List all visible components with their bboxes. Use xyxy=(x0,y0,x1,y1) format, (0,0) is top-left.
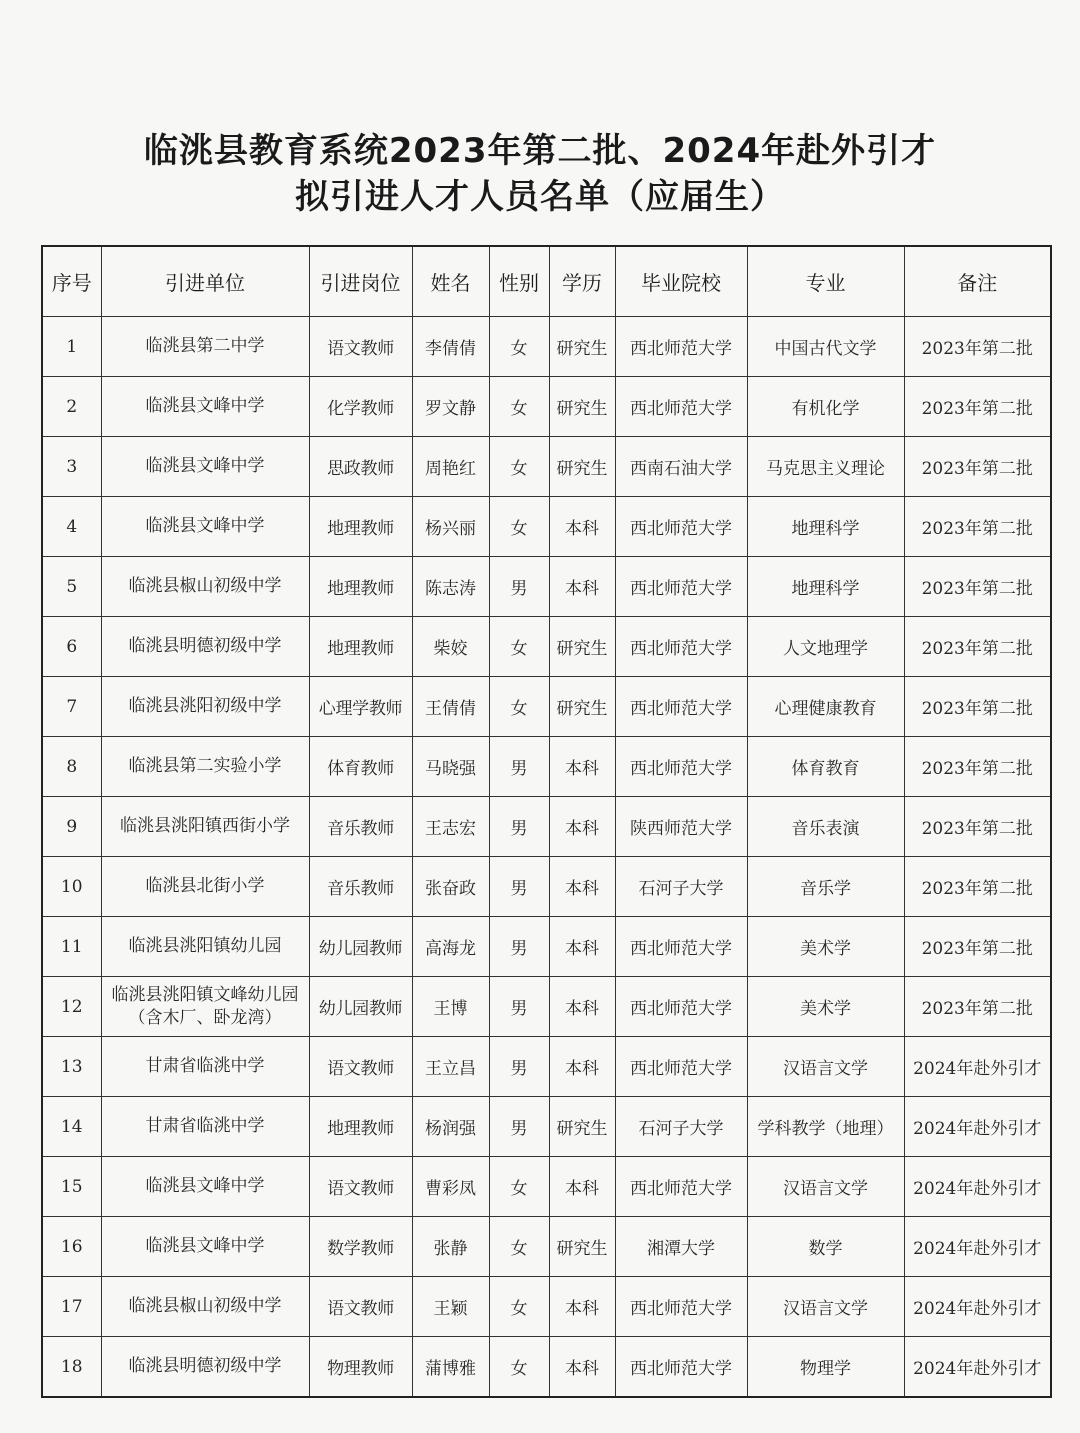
name-cell: 罗文静 xyxy=(412,377,489,437)
degree-cell: 本科 xyxy=(549,977,615,1037)
table-row xyxy=(42,377,1051,437)
unit-cell xyxy=(101,1157,309,1217)
note-cell: 2023年第二批 xyxy=(904,377,1051,437)
gender-cell: 女 xyxy=(489,1157,549,1217)
gender-cell: 男 xyxy=(489,917,549,977)
no-cell: 3 xyxy=(42,437,101,497)
header-cell-unit: 引进单位 xyxy=(101,246,309,317)
unit-line-1: 临洮县洮阳镇幼儿园 xyxy=(128,936,282,956)
gender-cell: 女 xyxy=(489,617,549,677)
talent-roster-table xyxy=(41,245,1052,1398)
unit-line-1: 临洮县明德初级中学 xyxy=(128,1356,282,1376)
unit-cell xyxy=(101,917,309,977)
degree-cell: 本科 xyxy=(549,1277,615,1337)
major-cell: 心理健康教育 xyxy=(747,677,904,737)
major-cell: 中国古代文学 xyxy=(747,317,904,377)
header-cell-school: 毕业院校 xyxy=(615,246,747,317)
table-row xyxy=(42,317,1051,377)
degree-cell: 研究生 xyxy=(549,617,615,677)
no-cell: 17 xyxy=(42,1277,101,1337)
position-cell: 化学教师 xyxy=(309,377,412,437)
table-row xyxy=(42,917,1051,977)
name-cell: 周艳红 xyxy=(412,437,489,497)
unit-line-1: 临洮县椒山初级中学 xyxy=(128,1296,282,1316)
position-cell: 地理教师 xyxy=(309,617,412,677)
gender-cell: 女 xyxy=(489,1277,549,1337)
degree-cell: 研究生 xyxy=(549,1097,615,1157)
note-cell: 2023年第二批 xyxy=(904,437,1051,497)
school-cell: 湘潭大学 xyxy=(615,1217,747,1277)
unit-cell xyxy=(101,1337,309,1398)
note-cell: 2023年第二批 xyxy=(904,617,1051,677)
unit-line-1: 临洮县洮阳镇文峰幼儿园 xyxy=(111,984,299,1005)
major-cell: 学科教学（地理） xyxy=(747,1097,904,1157)
no-cell: 6 xyxy=(42,617,101,677)
name-cell: 王颖 xyxy=(412,1277,489,1337)
header-cell-major: 专业 xyxy=(747,246,904,317)
position-cell: 地理教师 xyxy=(309,557,412,617)
note-cell: 2024年赴外引才 xyxy=(904,1157,1051,1217)
unit-line-1: 临洮县文峰中学 xyxy=(145,456,265,476)
unit-line-1: 临洮县明德初级中学 xyxy=(128,636,282,656)
unit-line-1: 临洮县北街小学 xyxy=(145,876,265,896)
name-cell: 王博 xyxy=(412,977,489,1037)
name-cell: 杨兴丽 xyxy=(412,497,489,557)
header-cell-name: 姓名 xyxy=(412,246,489,317)
note-cell: 2023年第二批 xyxy=(904,317,1051,377)
table-row xyxy=(42,1097,1051,1157)
gender-cell: 女 xyxy=(489,677,549,737)
position-cell: 语文教师 xyxy=(309,317,412,377)
table-row xyxy=(42,737,1051,797)
position-cell: 数学教师 xyxy=(309,1217,412,1277)
school-cell: 西南石油大学 xyxy=(615,437,747,497)
unit-line-1: 临洮县第二实验小学 xyxy=(128,756,282,776)
unit-cell xyxy=(101,377,309,437)
unit-cell xyxy=(101,557,309,617)
unit-cell xyxy=(101,797,309,857)
no-cell: 9 xyxy=(42,797,101,857)
name-cell: 张静 xyxy=(412,1217,489,1277)
no-cell: 18 xyxy=(42,1337,101,1398)
unit-line-1: 甘肃省临洮中学 xyxy=(145,1056,265,1076)
major-cell: 汉语言文学 xyxy=(747,1037,904,1097)
school-cell: 西北师范大学 xyxy=(615,617,747,677)
note-cell: 2023年第二批 xyxy=(904,917,1051,977)
degree-cell: 本科 xyxy=(549,1337,615,1398)
unit-line-1: 甘肃省临洮中学 xyxy=(145,1116,265,1136)
unit-cell xyxy=(101,1037,309,1097)
table-row xyxy=(42,1337,1051,1398)
unit-cell xyxy=(101,1097,309,1157)
note-cell: 2023年第二批 xyxy=(904,677,1051,737)
table-row xyxy=(42,1277,1051,1337)
name-cell: 王志宏 xyxy=(412,797,489,857)
position-cell: 音乐教师 xyxy=(309,857,412,917)
major-cell: 音乐表演 xyxy=(747,797,904,857)
unit-cell xyxy=(101,617,309,677)
unit-line-1: 临洮县洮阳镇西街小学 xyxy=(120,816,290,836)
degree-cell: 本科 xyxy=(549,1037,615,1097)
note-cell: 2024年赴外引才 xyxy=(904,1037,1051,1097)
gender-cell: 女 xyxy=(489,317,549,377)
unit-cell xyxy=(101,1277,309,1337)
note-cell: 2024年赴外引才 xyxy=(904,1217,1051,1277)
school-cell: 陕西师范大学 xyxy=(615,797,747,857)
table-row xyxy=(42,977,1051,1037)
gender-cell: 女 xyxy=(489,1337,549,1398)
no-cell: 1 xyxy=(42,317,101,377)
unit-cell xyxy=(101,857,309,917)
degree-cell: 本科 xyxy=(549,737,615,797)
school-cell: 西北师范大学 xyxy=(615,737,747,797)
table-row xyxy=(42,617,1051,677)
table-row xyxy=(42,857,1051,917)
table-header-row xyxy=(42,246,1051,317)
school-cell: 西北师范大学 xyxy=(615,557,747,617)
no-cell: 16 xyxy=(42,1217,101,1277)
school-cell: 西北师范大学 xyxy=(615,1037,747,1097)
position-cell: 体育教师 xyxy=(309,737,412,797)
major-cell: 汉语言文学 xyxy=(747,1157,904,1217)
note-cell: 2023年第二批 xyxy=(904,557,1051,617)
degree-cell: 本科 xyxy=(549,917,615,977)
header-cell-no: 序号 xyxy=(42,246,101,317)
note-cell: 2023年第二批 xyxy=(904,497,1051,557)
position-cell: 地理教师 xyxy=(309,497,412,557)
school-cell: 西北师范大学 xyxy=(615,917,747,977)
gender-cell: 男 xyxy=(489,977,549,1037)
table-row xyxy=(42,497,1051,557)
degree-cell: 研究生 xyxy=(549,1217,615,1277)
name-cell: 陈志涛 xyxy=(412,557,489,617)
unit-cell xyxy=(101,317,309,377)
gender-cell: 女 xyxy=(489,1217,549,1277)
major-cell: 地理科学 xyxy=(747,497,904,557)
position-cell: 幼儿园教师 xyxy=(309,917,412,977)
unit-line-1: 临洮县椒山初级中学 xyxy=(128,576,282,596)
major-cell: 音乐学 xyxy=(747,857,904,917)
table-row xyxy=(42,677,1051,737)
position-cell: 地理教师 xyxy=(309,1097,412,1157)
degree-cell: 本科 xyxy=(549,497,615,557)
name-cell: 李倩倩 xyxy=(412,317,489,377)
position-cell: 语文教师 xyxy=(309,1037,412,1097)
school-cell: 西北师范大学 xyxy=(615,1277,747,1337)
position-cell: 语文教师 xyxy=(309,1277,412,1337)
no-cell: 13 xyxy=(42,1037,101,1097)
degree-cell: 本科 xyxy=(549,557,615,617)
school-cell: 西北师范大学 xyxy=(615,317,747,377)
major-cell: 物理学 xyxy=(747,1337,904,1398)
unit-cell xyxy=(101,1217,309,1277)
unit-cell xyxy=(101,677,309,737)
table-row xyxy=(42,437,1051,497)
note-cell: 2023年第二批 xyxy=(904,737,1051,797)
gender-cell: 女 xyxy=(489,437,549,497)
name-cell: 王立昌 xyxy=(412,1037,489,1097)
gender-cell: 女 xyxy=(489,377,549,437)
no-cell: 12 xyxy=(42,977,101,1037)
table-row xyxy=(42,1157,1051,1217)
no-cell: 5 xyxy=(42,557,101,617)
title-line-2: 拟引进人才人员名单（应届生） xyxy=(295,177,785,217)
major-cell: 马克思主义理论 xyxy=(747,437,904,497)
gender-cell: 男 xyxy=(489,797,549,857)
table-row xyxy=(42,1037,1051,1097)
no-cell: 15 xyxy=(42,1157,101,1217)
note-cell: 2024年赴外引才 xyxy=(904,1277,1051,1337)
gender-cell: 男 xyxy=(489,1097,549,1157)
school-cell: 西北师范大学 xyxy=(615,377,747,437)
major-cell: 有机化学 xyxy=(747,377,904,437)
gender-cell: 男 xyxy=(489,737,549,797)
major-cell: 数学 xyxy=(747,1217,904,1277)
no-cell: 7 xyxy=(42,677,101,737)
degree-cell: 本科 xyxy=(549,1157,615,1217)
document-title xyxy=(0,128,1080,220)
gender-cell: 男 xyxy=(489,1037,549,1097)
school-cell: 西北师范大学 xyxy=(615,1337,747,1398)
major-cell: 人文地理学 xyxy=(747,617,904,677)
name-cell: 王倩倩 xyxy=(412,677,489,737)
unit-line-1: 临洮县文峰中学 xyxy=(145,1176,265,1196)
gender-cell: 女 xyxy=(489,497,549,557)
no-cell: 14 xyxy=(42,1097,101,1157)
no-cell: 2 xyxy=(42,377,101,437)
name-cell: 高海龙 xyxy=(412,917,489,977)
major-cell: 美术学 xyxy=(747,977,904,1037)
unit-line-1: 临洮县文峰中学 xyxy=(145,1236,265,1256)
unit-cell xyxy=(101,437,309,497)
no-cell: 10 xyxy=(42,857,101,917)
header-cell-degree: 学历 xyxy=(549,246,615,317)
table-body xyxy=(42,317,1051,1398)
position-cell: 思政教师 xyxy=(309,437,412,497)
position-cell: 语文教师 xyxy=(309,1157,412,1217)
name-cell: 柴姣 xyxy=(412,617,489,677)
major-cell: 美术学 xyxy=(747,917,904,977)
degree-cell: 研究生 xyxy=(549,377,615,437)
unit-line-2: （含木厂、卧龙湾） xyxy=(128,1007,282,1028)
name-cell: 杨润强 xyxy=(412,1097,489,1157)
table-row xyxy=(42,1217,1051,1277)
unit-line-1: 临洮县第二中学 xyxy=(145,336,265,356)
name-cell: 张奋政 xyxy=(412,857,489,917)
unit-cell xyxy=(101,497,309,557)
note-cell: 2023年第二批 xyxy=(904,977,1051,1037)
unit-line-1: 临洮县文峰中学 xyxy=(145,396,265,416)
note-cell: 2024年赴外引才 xyxy=(904,1097,1051,1157)
school-cell: 西北师范大学 xyxy=(615,677,747,737)
header-cell-note: 备注 xyxy=(904,246,1051,317)
no-cell: 11 xyxy=(42,917,101,977)
degree-cell: 本科 xyxy=(549,797,615,857)
major-cell: 地理科学 xyxy=(747,557,904,617)
table-row xyxy=(42,797,1051,857)
unit-cell xyxy=(101,977,309,1037)
header-cell-position: 引进岗位 xyxy=(309,246,412,317)
position-cell: 物理教师 xyxy=(309,1337,412,1398)
no-cell: 4 xyxy=(42,497,101,557)
school-cell: 石河子大学 xyxy=(615,857,747,917)
unit-line-1: 临洮县文峰中学 xyxy=(145,516,265,536)
note-cell: 2023年第二批 xyxy=(904,797,1051,857)
name-cell: 曹彩凤 xyxy=(412,1157,489,1217)
position-cell: 音乐教师 xyxy=(309,797,412,857)
name-cell: 蒲博雅 xyxy=(412,1337,489,1398)
no-cell: 8 xyxy=(42,737,101,797)
name-cell: 马晓强 xyxy=(412,737,489,797)
major-cell: 汉语言文学 xyxy=(747,1277,904,1337)
degree-cell: 研究生 xyxy=(549,677,615,737)
unit-cell xyxy=(101,737,309,797)
school-cell: 西北师范大学 xyxy=(615,497,747,557)
note-cell: 2023年第二批 xyxy=(904,857,1051,917)
degree-cell: 本科 xyxy=(549,857,615,917)
header-cell-gender: 性别 xyxy=(489,246,549,317)
school-cell: 石河子大学 xyxy=(615,1097,747,1157)
degree-cell: 研究生 xyxy=(549,437,615,497)
title-line-1: 临洮县教育系统2023年第二批、2024年赴外引才 xyxy=(143,131,937,171)
gender-cell: 男 xyxy=(489,857,549,917)
unit-line-1: 临洮县洮阳初级中学 xyxy=(128,696,282,716)
gender-cell: 男 xyxy=(489,557,549,617)
position-cell: 幼儿园教师 xyxy=(309,977,412,1037)
major-cell: 体育教育 xyxy=(747,737,904,797)
table-row xyxy=(42,557,1051,617)
note-cell: 2024年赴外引才 xyxy=(904,1337,1051,1398)
degree-cell: 研究生 xyxy=(549,317,615,377)
school-cell: 西北师范大学 xyxy=(615,977,747,1037)
position-cell: 心理学教师 xyxy=(309,677,412,737)
school-cell: 西北师范大学 xyxy=(615,1157,747,1217)
